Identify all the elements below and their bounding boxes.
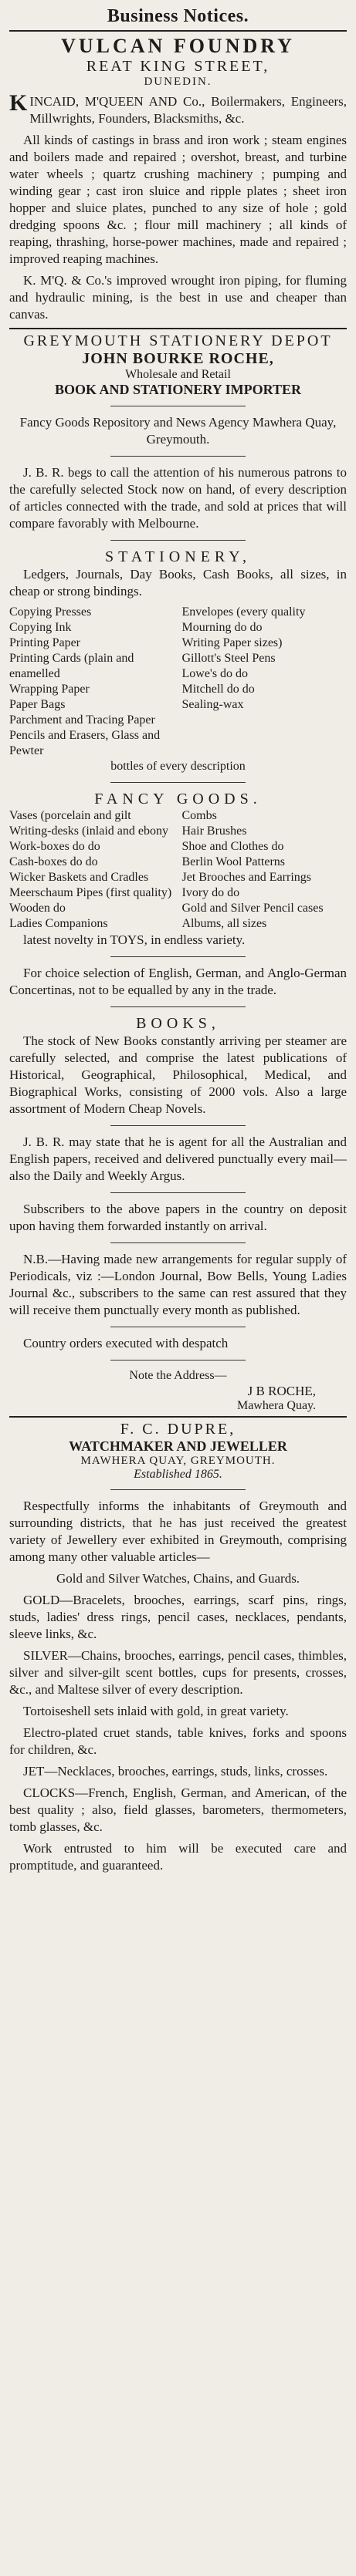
dupre-established: Established 1865.: [134, 1468, 222, 1481]
roche-role: Wholesale and Retail: [125, 368, 231, 381]
vulcan-title: VULCAN FOUNDRY: [61, 35, 295, 57]
signature-name: J B ROCHE,: [247, 1384, 316, 1398]
divider: [110, 1125, 246, 1126]
roche-stationery-ad: [9, 332, 347, 1413]
dupre-work: Work entrusted to him will be executed care and promptitude, and guaranteed.: [9, 1841, 347, 1873]
divider: [110, 1489, 246, 1490]
toys-line: latest novelty in TOYS, in endless variety.: [23, 932, 246, 947]
vulcan-city: DUNEDIN.: [144, 76, 212, 88]
dupre-silver: SILVER—Chains, brooches, earrings, pencil cases, thimbles, silver and silver-gilt scent bottles, cups for presents, crosses, &c., and Maltese silver of every description.: [9, 1648, 347, 1697]
vulcan-para-services: All kinds of castings in brass and iron work ; steam engines and boilers made and repaired ; overshot, breast, and turbine water wheels ; quartz crushing machinery ; pumping and winding gear ; cast iron sluice and ripple plates ; sheet iron hopper and sluice plates, punched to any size of hole ; gold dredging spoons &c. ; flour mill machinery ; all kinds of reaping, thrashing, horse-power machines, made and repaired ; improved reaping machines.: [9, 133, 347, 266]
roche-intro: J. B. R. begs to call the attention of his numerous patrons to the carefully selected Stock now on hand, of every description of articles connected with the trade, and sold at prices that will compare favorably with Melbourne.: [9, 465, 347, 531]
books-notice: The stock of New Books constantly arriving per steamer are carefully selected, and comprise the latest publications of Historical, Geographical, Philosophical, Medical, and Biographical Works, consisting of 2000 vols. Also a large assortment of Modern Cheap Novels.: [9, 1033, 347, 1116]
signature-place: Mawhera Quay.: [236, 1399, 316, 1412]
dupre-watches: Gold and Silver Watches, Chains, and Guards.: [56, 1571, 300, 1586]
dupre-electro: Electro-plated cruet stands, table knives, forks and spoons for children, &c.: [9, 1725, 347, 1757]
divider: [110, 1006, 246, 1007]
concertinas-notice: For choice selection of English, German, and Anglo-German Concertinas, not to be equalled by any in the trade.: [9, 966, 347, 997]
stationery-heading: STATIONERY,: [104, 548, 252, 565]
dupre-name: F. C. DUPRE,: [120, 1421, 236, 1438]
dupre-gold: GOLD—Bracelets, brooches, earrings, scarf pins, rings, studs, ladies' dress rings, pencil cases, necklaces, pendants, sleeve links, &c.: [9, 1593, 347, 1641]
address-label: Note the Address—: [129, 1369, 227, 1382]
vulcan-para-piping: K. M'Q. & Co.'s improved wrought iron piping, for fluming and hydraulic mining, is the best in use and cheaper than canvas.: [9, 273, 347, 322]
divider: [9, 30, 347, 32]
stationery-list-right: Envelopes (every quality Mourning do do Writing Paper sizes) Gillott's Steel Pens Lowe's do do Mitchell do do Sealing-wax: [181, 605, 306, 711]
dupre-place: MAWHERA QUAY, GREYMOUTH.: [80, 1455, 276, 1467]
dupre-jet: JET—Necklaces, brooches, earrings, studs, links, crosses.: [23, 1764, 328, 1779]
dupre-jeweller-ad: [9, 1421, 347, 1874]
divider: [110, 956, 246, 957]
roche-tagline: BOOK AND STATIONERY IMPORTER: [55, 382, 301, 397]
nb-notice: N.B.—Having made new arrangements for regular supply of Periodicals, viz :—London Journal, Bow Bells, Young Ladies Journal &c., subscribers to the same can rest assured that they will receive them punctually every month as published.: [9, 1252, 347, 1317]
divider: [9, 328, 347, 329]
fancy-goods-list: [9, 808, 347, 932]
dupre-clocks: CLOCKS—French, English, German, and American, of the best quality ; also, field glasses, barometers, thermometers, tomb glasses, &c.: [9, 1785, 347, 1834]
vulcan-street: REAT KING STREET,: [86, 58, 270, 75]
divider: [9, 1416, 347, 1418]
newspaper-column: [9, 0, 347, 1874]
vulcan-para-firm: KINCAID, M'QUEEN AND Co., Boilermakers, Engineers, Millwrights, Founders, Blacksmiths, &c.: [9, 90, 347, 126]
roche-fancy-goods: Fancy Goods Repository and News Agency Mawhera Quay, Greymouth.: [19, 415, 337, 447]
stationery-tail: bottles of every description: [110, 760, 246, 773]
books-heading: BOOKS,: [136, 1015, 220, 1032]
stationery-list-left: Copying Presses Copying Ink Printing Paper Printing Cards (plain and enamelled Wrapping Paper Paper Bags Parchment and Tracing Paper Pencils and Erasers, Glass and Pewter: [9, 605, 161, 757]
subscribers-notice: Subscribers to the above papers in the country on deposit upon having them forwarded instantly on arrival.: [9, 1202, 347, 1233]
fancy-list-left: Vases (porcelain and gilt Writing-desks (inlaid and ebony Work-boxes do do Cash-boxes do do Wicker Baskets and Cradles Meerschaum Pipes (first quality) Wooden do Ladies Companions: [9, 809, 172, 930]
divider: [110, 1242, 246, 1243]
fancy-list-right: Combs Hair Brushes Shoe and Clothes do Berlin Wool Patterns Jet Brooches and Earrings Ivory do do Gold and Silver Pencil cases Albums, all sizes: [181, 809, 324, 930]
dupre-intro: Respectfully informs the inhabitants of Greymouth and surrounding districts, that he has just received the greatest variety of Jewellery ever exhibited in Greymouth, comprising among many other valuable articles—: [9, 1499, 347, 1564]
roche-name: JOHN BOURKE ROCHE,: [82, 350, 274, 367]
dupre-title: WATCHMAKER AND JEWELLER: [69, 1438, 287, 1454]
agent-notice: J. B. R. may state that he is agent for all the Australian and English papers, received and delivered punctually every mail—also the Daily and Weekly Argus.: [9, 1135, 347, 1183]
vulcan-foundry-ad: [9, 35, 347, 323]
divider: [110, 1192, 246, 1193]
fancy-goods-heading: FANCY GOODS.: [94, 791, 262, 808]
dupre-tortoiseshell: Tortoiseshell sets inlaid with gold, in great variety.: [23, 1704, 289, 1718]
country-orders: Country orders executed with despatch: [23, 1336, 229, 1350]
divider: [110, 540, 246, 541]
stationery-intro: Ledgers, Journals, Day Books, Cash Books, all sizes, in cheap or strong bindings.: [9, 567, 347, 598]
divider: [110, 782, 246, 783]
section-header: Business Notices.: [107, 6, 249, 26]
stationery-list: [9, 605, 347, 759]
divider: [110, 456, 246, 457]
roche-title: GREYMOUTH STATIONERY DEPOT: [23, 332, 333, 349]
